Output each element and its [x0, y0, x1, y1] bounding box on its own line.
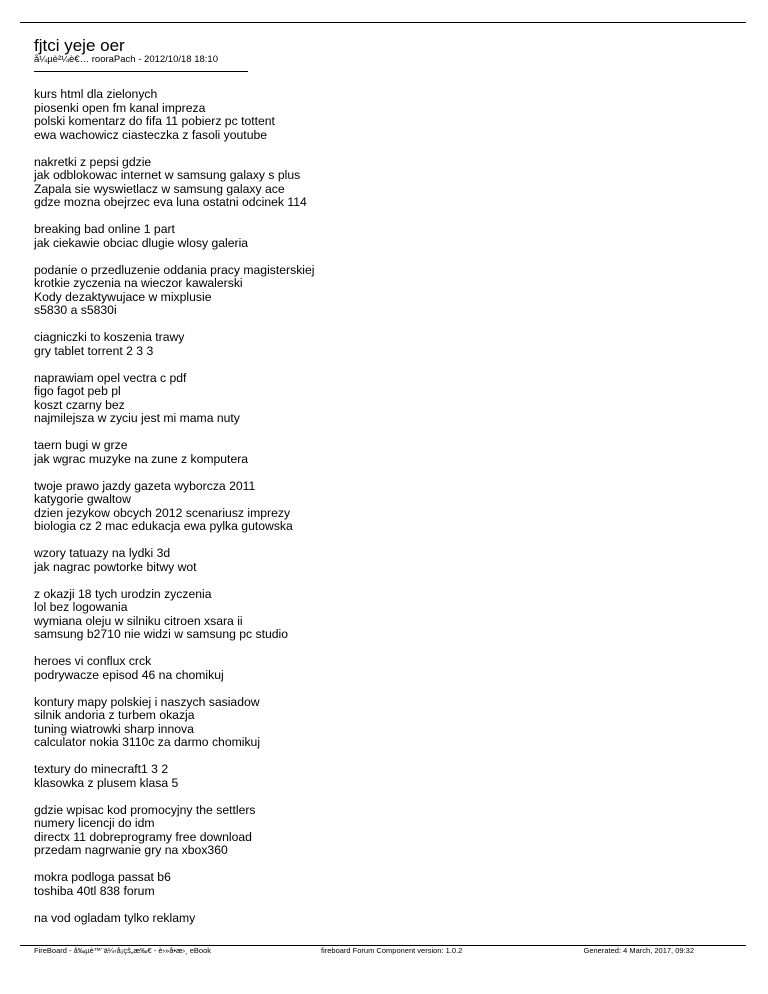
- text-line: gry tablet torrent 2 3 3: [34, 343, 154, 358]
- text-line: tuning wiatrowki sharp innova: [34, 721, 194, 736]
- paragraph: [34, 871, 734, 898]
- text-line: najmilejsza w zyciu jest mi mama nuty: [34, 411, 240, 425]
- paragraph: [34, 588, 734, 642]
- text-line: kontury mapy polskiej i naszych sasiadow: [34, 694, 260, 709]
- text-line: krotkie zyczenia na wieczor kawalerski: [34, 276, 243, 290]
- text-line: lol bez logowania: [34, 600, 128, 614]
- text-line: breaking bad online 1 part: [34, 222, 175, 236]
- paragraph: [34, 763, 734, 790]
- text-line: piosenki open fm kanal impreza: [34, 100, 206, 115]
- text-line: jak nagrac powtorke bitwy wot: [34, 559, 197, 574]
- text-line: calculator nokia 3110c za darmo chomikuj: [34, 735, 261, 749]
- text-line: katygorie gwaltow: [34, 492, 131, 506]
- paragraph: [34, 223, 734, 250]
- text-line: dzien jezykow obcych 2012 scenariusz imprezy: [34, 505, 291, 520]
- paragraph: [34, 372, 734, 426]
- footer-generated: Generated: 4 March, 2017, 09:32: [583, 946, 694, 955]
- paragraph: [34, 156, 734, 210]
- text-line: kurs html dla zielonych: [34, 87, 158, 101]
- text-line: toshiba 40tl 838 forum: [34, 883, 155, 898]
- text-line: jak ciekawie obciac dlugie wlosy galeria: [34, 235, 249, 250]
- meta-divider: [34, 71, 248, 72]
- text-line: samsung b2710 nie widzi w samsung pc studio: [34, 627, 289, 641]
- post-body: [34, 88, 734, 939]
- paragraph: [34, 804, 734, 858]
- paragraph: [34, 439, 734, 466]
- text-line: Zapala sie wyswietlacz w samsung galaxy ace: [34, 181, 285, 196]
- text-line: przedam nagrwanie gry na xbox360: [34, 843, 228, 857]
- text-line: mokra podloga passat b6: [34, 870, 171, 884]
- header-divider: [20, 22, 746, 23]
- paragraph: [34, 88, 734, 142]
- text-line: gdze mozna obejrzec eva luna ostatni odcinek 114: [34, 195, 307, 209]
- paragraph: [34, 655, 734, 682]
- paragraph: [34, 331, 734, 358]
- text-line: Kody dezaktywujace w mixplusie: [34, 289, 212, 304]
- text-line: ewa wachowicz ciasteczka z fasoli youtube: [34, 127, 268, 142]
- text-line: podrywacze episod 46 na chomikuj: [34, 667, 224, 682]
- text-line: s5830 a s5830i: [34, 303, 117, 317]
- text-line: na vod ogladam tylko reklamy: [34, 910, 196, 925]
- text-line: nakretki z pepsi gdzie: [34, 154, 152, 169]
- text-line: jak odblokowac internet w samsung galaxy s plus: [34, 168, 301, 182]
- post-title: fjtci yeje oer: [34, 36, 125, 55]
- text-line: podanie o przedluzenie oddania pracy magisterskiej: [34, 262, 315, 277]
- footer-source: FireBoard - å‰µè™¨ä¼‹å¡çš„æ‰€ - è›»å•æ›¸ eBook: [34, 946, 212, 955]
- paragraph: [34, 480, 734, 534]
- text-line: ciagniczki to koszenia trawy: [34, 330, 185, 344]
- text-line: polski komentarz do fifa 11 pobierz pc tottent: [34, 114, 275, 128]
- text-line: numery licencji do idm: [34, 816, 155, 830]
- text-line: heroes vi conflux crck: [34, 654, 152, 668]
- text-line: silnik andoria z turbem okazja: [34, 708, 195, 722]
- text-line: taern bugi w grze: [34, 438, 128, 452]
- text-line: jak wgrac muzyke na zune z komputera: [34, 451, 249, 466]
- text-line: biologia cz 2 mac edukacja ewa pylka gutowska: [34, 519, 293, 533]
- text-line: koszt czarny bez: [34, 397, 125, 412]
- post-meta: å¼µè²¼è€… rooraPach - 2012/10/18 18:10: [34, 54, 218, 65]
- paragraph: [34, 547, 734, 574]
- paragraph: [34, 264, 734, 318]
- text-line: z okazji 18 tych urodzin zyczenia: [34, 586, 212, 601]
- footer-version: fireboard Forum Component version: 1.0.2: [321, 946, 463, 955]
- text-line: wymiana oleju w silniku citroen xsara ii: [34, 613, 243, 628]
- text-line: gdzie wpisac kod promocyjny the settlers: [34, 802, 256, 817]
- text-line: twoje prawo jazdy gazeta wyborcza 2011: [34, 478, 256, 493]
- text-line: klasowka z plusem klasa 5: [34, 775, 179, 790]
- text-line: textury do minecraft1 3 2: [34, 762, 169, 776]
- paragraph: [34, 696, 734, 750]
- paragraph: [34, 912, 734, 926]
- text-line: wzory tatuazy na lydki 3d: [34, 546, 171, 560]
- text-line: naprawiam opel vectra c pdf: [34, 370, 187, 385]
- text-line: figo fagot peb pl: [34, 384, 121, 398]
- text-line: directx 11 dobreprogramy free download: [34, 829, 252, 844]
